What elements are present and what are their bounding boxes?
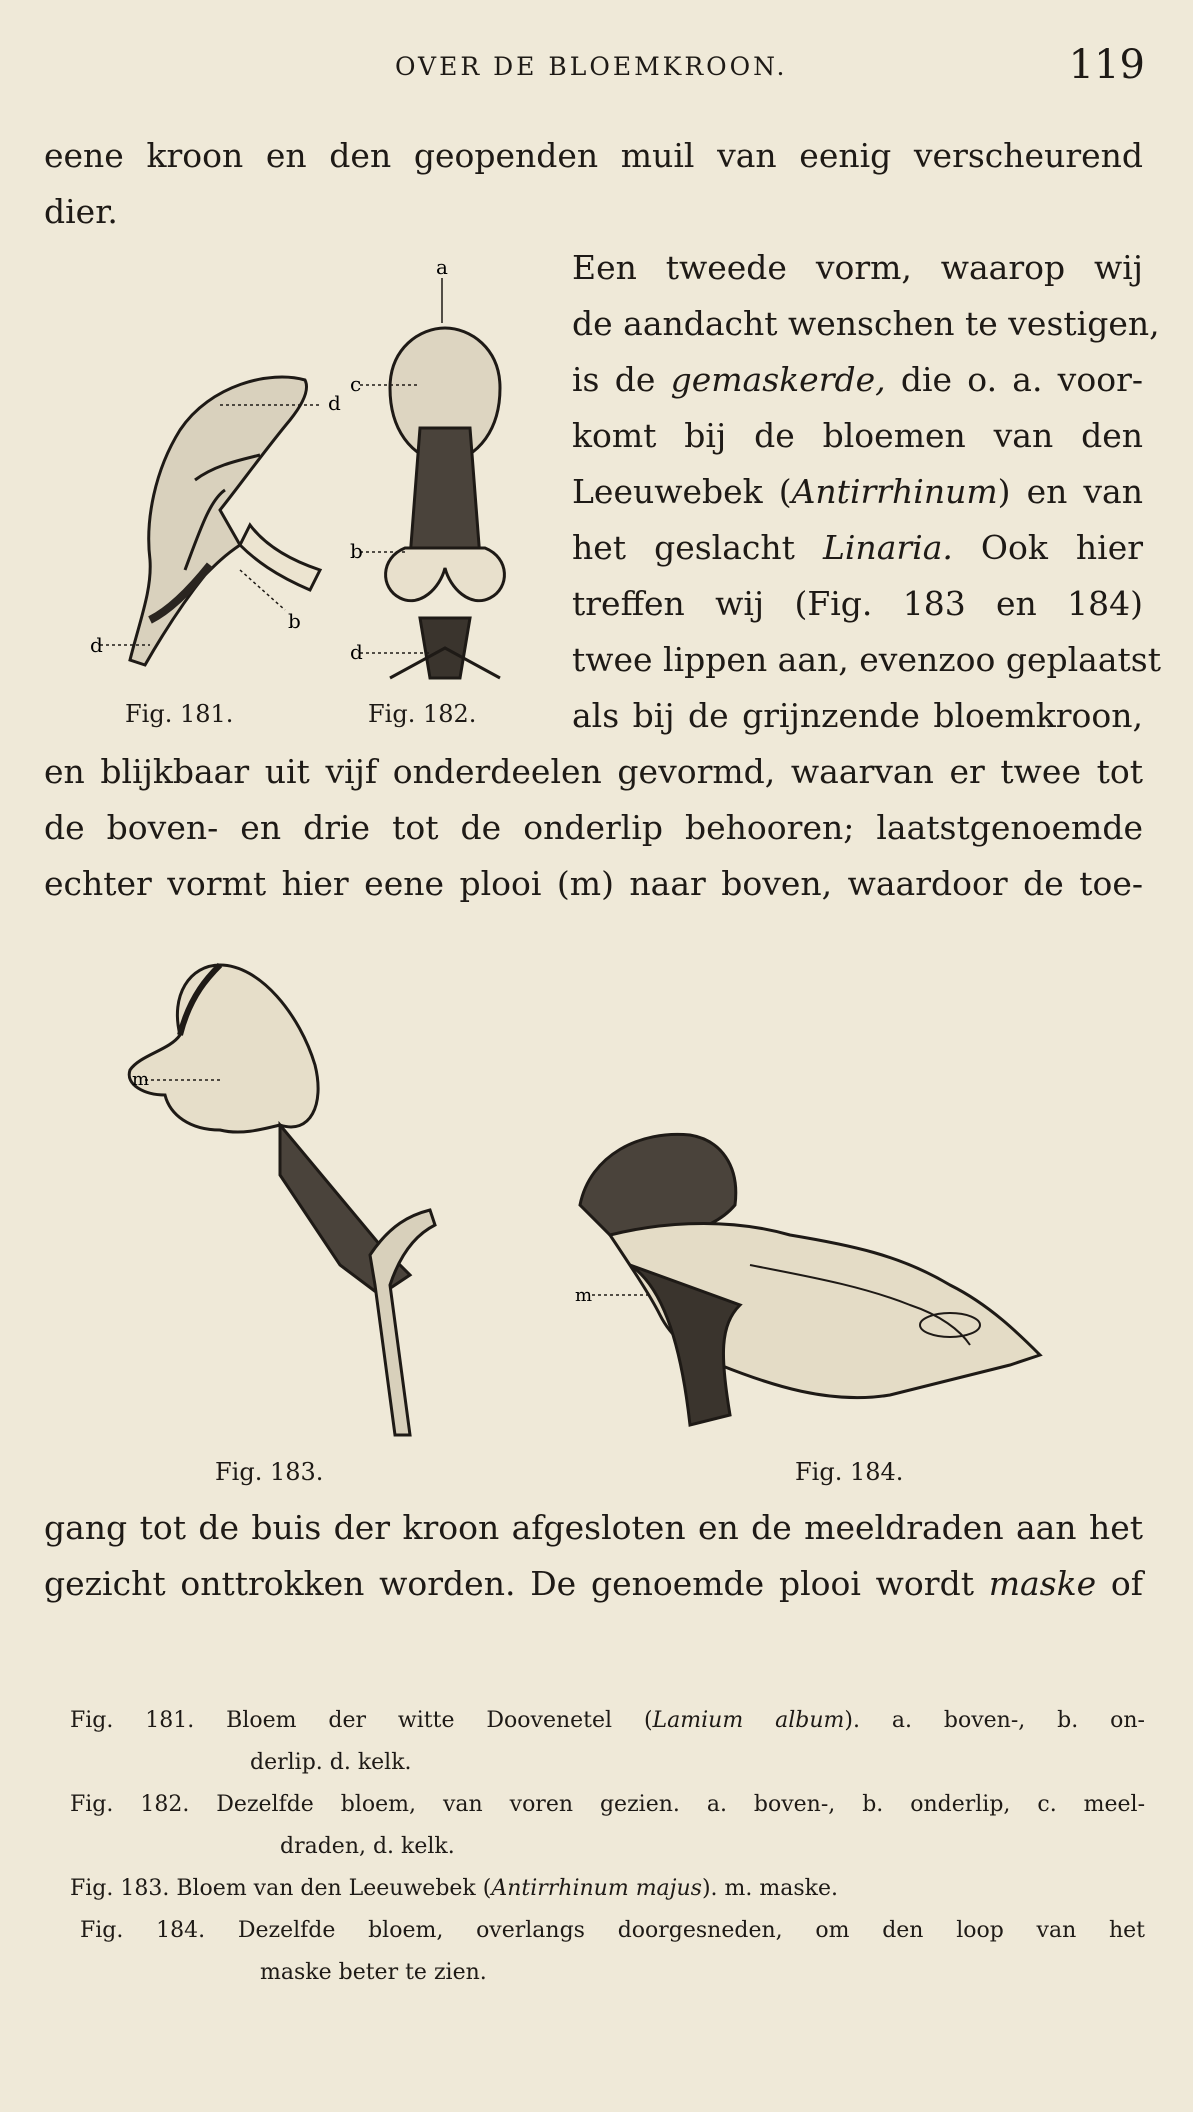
fig181-letter-d-bottom: d: [90, 633, 103, 657]
text-line: de boven- en drie tot de onderlip behooren; laatstgenoemde: [44, 808, 1143, 847]
caption-text: Dezelfde bloem, van voren gezien. a. boven-, b. onderlip, c. meel-: [189, 1792, 1146, 1817]
italic-term: gemaskerde,: [670, 360, 886, 399]
figure-182-label: Fig. 182.: [368, 700, 477, 728]
caption-fig-183: [70, 1868, 1145, 1910]
text-run: Leeuwebek (: [572, 472, 792, 511]
caption-text: ). a. boven-, b. on-: [844, 1708, 1145, 1733]
paragraph-2: [572, 240, 1161, 744]
text-line: eene kroon en den geopenden muil van eenig verscheurend: [44, 136, 1143, 175]
text-line: gang tot de buis der kroon afgesloten en de meeldraden aan het: [44, 1508, 1143, 1547]
caption-line: derlip. d. kelk.: [250, 1750, 412, 1775]
caption-number: Fig. 183.: [70, 1876, 170, 1901]
paragraph-3: [44, 744, 1143, 912]
text-line: treffen wij (Fig. 183 en 184): [572, 584, 1143, 623]
caption-fig-182: [70, 1784, 1145, 1868]
text-line: twee lippen aan, evenzoo geplaatst: [572, 640, 1161, 679]
caption-line: maske beter te zien.: [260, 1960, 487, 1985]
caption-text: Dezelfde bloem, overlangs doorgesneden, om den loop van het: [205, 1918, 1145, 1943]
caption-line: [70, 1700, 1145, 1742]
italic-term: Linaria.: [822, 528, 953, 567]
fig183-letter-m: m: [132, 1069, 150, 1090]
caption-number: Fig. 181.: [70, 1708, 195, 1733]
fig182-letter-b: b: [350, 539, 363, 563]
paragraph-4: [44, 1500, 1143, 1612]
text-line: komt bij de bloemen van den: [572, 416, 1143, 455]
fig181-letter-b: b: [288, 609, 301, 633]
caption-line: draden, d. kelk.: [280, 1834, 455, 1859]
figure-184-illustration: [570, 1125, 1060, 1445]
text-run: gezicht onttrokken worden. De genoemde plooi wordt: [44, 1564, 989, 1603]
caption-fig-181: [70, 1700, 1145, 1784]
text-run: het geslacht: [572, 528, 823, 567]
caption-line: [70, 1910, 1145, 1952]
figure-182-illustration: [350, 258, 520, 698]
caption-number: Fig. 184.: [80, 1918, 206, 1943]
caption-text: Bloem van den Leeuwebek (: [169, 1876, 492, 1901]
figure-183-label: Fig. 183.: [215, 1458, 324, 1486]
caption-number: Fig. 182.: [70, 1792, 190, 1817]
italic-term: Antirrhinum majus: [491, 1876, 702, 1901]
fig181-letter-d-top: d: [328, 391, 341, 415]
text-line: [572, 464, 1143, 520]
text-run: of: [1096, 1564, 1143, 1603]
text-run: is de: [572, 360, 671, 399]
fig182-letter-d: d: [350, 640, 363, 664]
caption-line: [70, 1784, 1145, 1826]
fig184-letter-m: m: [575, 1285, 593, 1306]
text-line: [572, 520, 1143, 576]
text-line: dier.: [44, 192, 118, 231]
text-line: [44, 1556, 1143, 1612]
running-head: [0, 40, 1193, 100]
fig182-letter-a: a: [436, 258, 448, 279]
text-line: [572, 352, 1143, 408]
paragraph-1: [44, 128, 1143, 240]
caption-text: Bloem der witte Doovenetel (: [194, 1708, 653, 1733]
figure-184-label: Fig. 184.: [795, 1458, 904, 1486]
text-line: en blijkbaar uit vijf onderdeelen gevormd, waarvan er twee tot: [44, 752, 1143, 791]
text-line: Een tweede vorm, waarop wij: [572, 248, 1143, 287]
figure-181-illustration: [90, 360, 350, 690]
caption-fig-184: [70, 1910, 1145, 1994]
text-run: ) en van: [997, 472, 1143, 511]
text-run: die o. a. voor-: [885, 360, 1143, 399]
running-title: OVER DE BLOEMKROON.: [395, 52, 788, 81]
text-line: de aandacht wenschen te vestigen,: [572, 304, 1160, 343]
caption-text: ). m. maske.: [701, 1876, 838, 1901]
italic-term: Antirrhinum: [791, 472, 998, 511]
page-number: 119: [1068, 42, 1145, 88]
text-line: als bij de grijnzende bloemkroon,: [572, 696, 1143, 735]
caption-line: [70, 1868, 1145, 1910]
text-line: echter vormt hier eene plooi (m) naar boven, waardoor de toe-: [44, 864, 1143, 903]
figure-181-label: Fig. 181.: [125, 700, 234, 728]
text-run: Ook hier: [952, 528, 1143, 567]
figure-183-illustration: [110, 955, 460, 1455]
fig182-letter-c: c: [350, 372, 362, 396]
italic-term: Lamium album: [652, 1708, 845, 1733]
italic-term: maske: [988, 1564, 1097, 1603]
